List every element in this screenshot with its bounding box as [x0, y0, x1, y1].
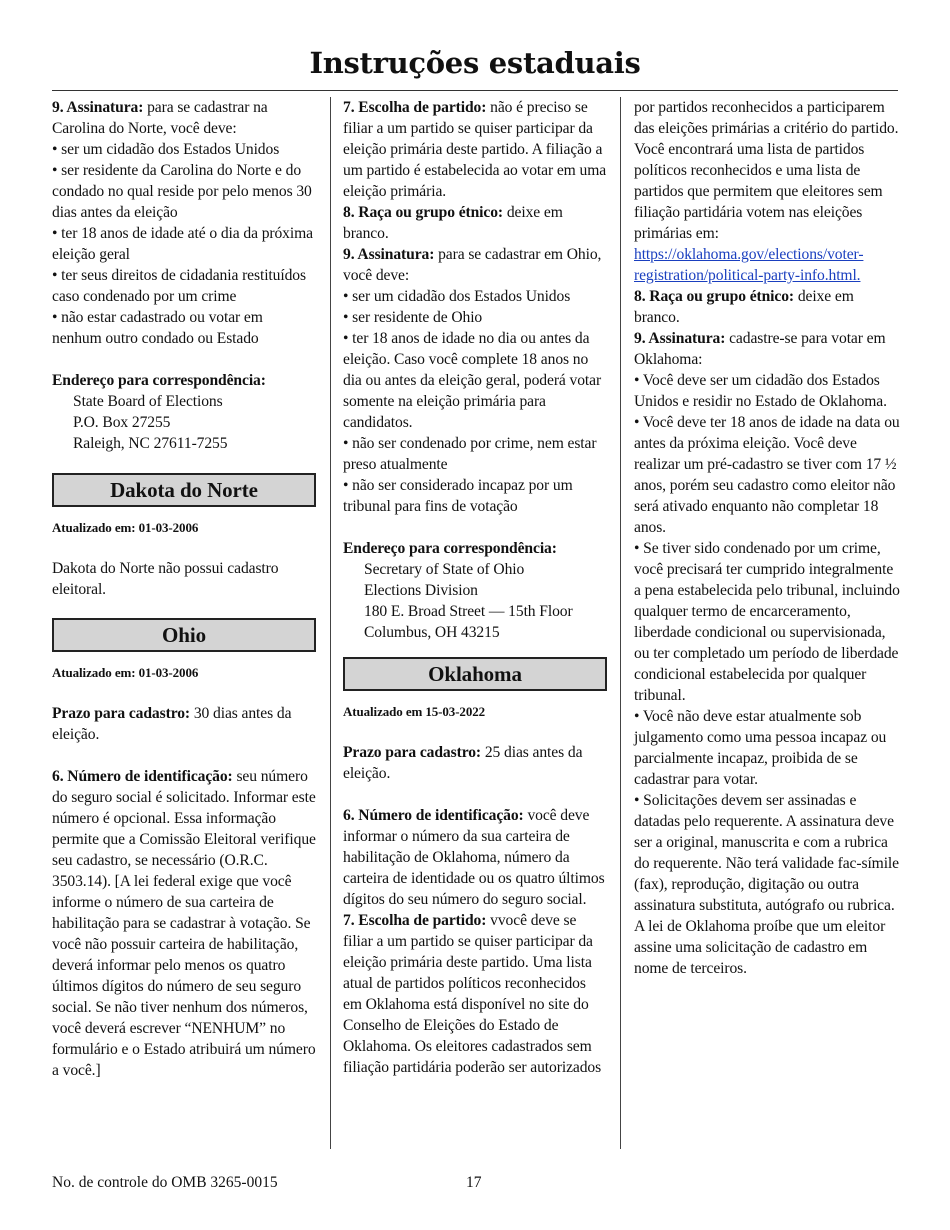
nc-mail-heading-text: Endereço para correspondência: — [52, 372, 266, 389]
ohio-party-heading: 7. Escolha de partido: — [343, 99, 487, 116]
column-divider — [620, 97, 621, 1149]
ohio-race-heading: 8. Raça ou grupo étnico: — [343, 204, 504, 221]
nc-mail-heading — [52, 370, 316, 391]
ohio-signature-heading: 9. Assinatura: — [343, 246, 435, 263]
ohio-mail-heading-text: Endereço para correspondência: — [343, 540, 557, 557]
nc-mail-line: State Board of Elections — [73, 393, 223, 410]
oklahoma-party-link-line — [634, 244, 902, 286]
column-divider — [330, 97, 331, 1149]
state-header-north-dakota: Dakota do Norte — [52, 473, 316, 507]
oklahoma-law-note: A lei de Oklahoma proíbe que um eleitor assine uma solicitação de cadastro em nome de terceiros. — [634, 918, 886, 977]
oklahoma-party-continued: por partidos reconhecidos a participarem das eleições primárias a critério do partido. Você encontrará uma lista de partidos políticos reconhecidos e uma lista de partidos que permitem que eleitores sem filiação partidária votem nas eleições primárias em: — [634, 99, 899, 242]
ohio-mail-heading — [343, 538, 607, 559]
oklahoma-bullet: • Você deve ter 18 anos de idade na data ou antes da próxima eleição. Você deve realizar um pré-cadastro se tiver com 17 ½ anos, porém seu cadastro como eleitor não será ativado enquanto não completar 18 anos. — [634, 414, 900, 536]
oklahoma-updated: Atualizado em 15-03-2022 — [343, 704, 486, 719]
ohio-bullet: • ter 18 anos de idade no dia ou antes da eleição. Caso você complete 18 anos no dia ou antes da eleição geral, poderá votar somente na eleição primária para candidatos. — [343, 330, 602, 431]
ohio-signature-text: para se cadastrar em Ohio, você deve: — [343, 246, 602, 284]
column-1 — [52, 97, 316, 1081]
nc-bullet: • não estar cadastrado ou votar em nenhum outro condado ou Estado — [52, 309, 263, 347]
ohio-bullet: • não ser condenado por crime, nem estar preso atualmente — [343, 435, 597, 473]
nc-bullet: • ter 18 anos de idade até o dia da próxima eleição geral — [52, 225, 313, 263]
ohio-deadline — [52, 703, 316, 745]
oklahoma-party-paragraph — [343, 910, 607, 1078]
column-2 — [343, 97, 607, 1078]
ohio-mail-line: Elections Division — [364, 582, 478, 599]
nc-signature-paragraph — [52, 97, 316, 139]
ohio-updated: Atualizado em: 01-03-2006 — [52, 665, 199, 680]
oklahoma-id-heading: 6. Número de identificação: — [343, 807, 524, 824]
page-number: 17 — [466, 1174, 482, 1191]
state-header-oklahoma: Oklahoma — [343, 657, 607, 691]
title-divider — [52, 90, 898, 91]
nd-updated: Atualizado em: 01-03-2006 — [52, 520, 199, 535]
oklahoma-deadline — [343, 742, 607, 784]
nc-signature-heading: 9. Assinatura: — [52, 99, 144, 116]
oklahoma-party-text: vvocê deve se filiar a um partido se quiser participar da eleição primária deste partido. Uma lista atual de partidos políticos reconhecidos em Oklahoma está disponível no site do Conselho de Eleições do Estado de Oklahoma. Os eleitores cadastrados sem filiação partidária poderão ser autorizados — [343, 912, 602, 1076]
oklahoma-bullet: • Solicitações devem ser assinadas e datadas pelo requerente. A assinatura deve ser a original, manuscrita e com a rubrica do requerente. Não terá validade fac-símile (fax), reprodução, digitação ou outra assinatura substituta, autógrafo ou rubrica. — [634, 792, 899, 914]
oklahoma-bullet: • Você não deve estar atualmente sob julgamento como uma pessoa incapaz ou parcialmente incapaz, proibida de se cadastrar para votar. — [634, 708, 887, 788]
ohio-mail-line: Columbus, OH 43215 — [364, 624, 500, 641]
ohio-mail-line: Secretary of State of Ohio — [364, 561, 525, 578]
ohio-id-paragraph — [52, 766, 316, 1081]
ohio-bullet: • não ser considerado incapaz por um tribunal para fins de votação — [343, 477, 573, 515]
oklahoma-party-heading: 7. Escolha de partido: — [343, 912, 487, 929]
oklahoma-bullet: • Se tiver sido condenado por um crime, você precisará ter cumprido integralmente a pena estabelecida pelo tribunal, incluindo qualquer termo de encarceramento, liberdade condicional ou supervisionada, ou ter completado um período de liberdade condicional estabelecida por qualquer tribunal. — [634, 540, 900, 704]
oklahoma-deadline-text: 25 dias antes da eleição. — [343, 744, 583, 782]
oklahoma-signature-paragraph — [634, 328, 902, 370]
oklahoma-signature-heading: 9. Assinatura: — [634, 330, 726, 347]
ohio-bullet: • ser residente de Ohio — [343, 309, 483, 326]
oklahoma-race-heading: 8. Raça ou grupo étnico: — [634, 288, 795, 305]
ohio-bullet: • ser um cidadão dos Estados Unidos — [343, 288, 571, 305]
ohio-party-paragraph — [343, 97, 607, 202]
ohio-deadline-text: 30 dias antes da eleição. — [52, 705, 292, 743]
oklahoma-signature-text: cadastre-se para votar em Oklahoma: — [634, 330, 886, 368]
ohio-race-paragraph — [343, 202, 607, 244]
ohio-mail-line: 180 E. Broad Street — 15th Floor — [364, 603, 573, 620]
page-title: Instruções estaduais — [309, 46, 641, 80]
ohio-id-text: seu número do seguro social é solicitado. Informar este número é opcional. Essa informação permite que a Comissão Eleitoral verifique seu cadastro, se necessário (O.R.C. 3503.14). [A lei federal exige que você informe o número de sua carteira de habilitação para se cadastrar à votação. Se você não possuir carteira de habilitação, deverá informar pelo menos os quatro últimos dígitos do número de seu seguro social. Se não tiver nenhum dos números, você deverá escrever “NENHUM” no formulário e o Estado atribuirá um número a você.] — [52, 768, 316, 1079]
nc-mail-line: Raleigh, NC 27611-7255 — [73, 435, 228, 452]
column-3 — [634, 97, 902, 979]
nc-mail-line: P.O. Box 27255 — [73, 414, 171, 431]
ohio-deadline-heading: Prazo para cadastro: — [52, 705, 191, 722]
nc-bullet: • ser residente da Carolina do Norte e do condado no qual reside por pelo menos 30 dias antes da eleição — [52, 162, 312, 221]
oklahoma-bullet: • Você deve ser um cidadão dos Estados Unidos e residir no Estado de Oklahoma. — [634, 372, 887, 410]
party-info-link[interactable]: https://oklahoma.gov/elections/voter-registration/political-party-info.html. — [634, 246, 864, 284]
ohio-race-text: deixe em branco. — [343, 204, 563, 242]
oklahoma-race-paragraph — [634, 286, 902, 328]
nd-text: Dakota do Norte não possui cadastro eleitoral. — [52, 560, 279, 598]
oklahoma-deadline-heading: Prazo para cadastro: — [343, 744, 482, 761]
nc-bullet: • ser um cidadão dos Estados Unidos — [52, 141, 280, 158]
state-header-ohio: Ohio — [52, 618, 316, 652]
ohio-signature-paragraph — [343, 244, 607, 286]
ohio-party-text: não é preciso se filiar a um partido se quiser participar da eleição primária deste partido. A filiação a um partido é estabelecida ao votar em uma eleição primária. — [343, 99, 607, 200]
omb-control-number: No. de controle do OMB 3265-0015 — [52, 1174, 278, 1191]
oklahoma-id-paragraph — [343, 805, 607, 910]
nc-bullet: • ter seus direitos de cidadania restituídos caso condenado por um crime — [52, 267, 306, 305]
ohio-id-heading: 6. Número de identificação: — [52, 768, 233, 785]
nc-signature-text: para se cadastrar na Carolina do Norte, você deve: — [52, 99, 268, 137]
oklahoma-race-text: deixe em branco. — [634, 288, 854, 326]
oklahoma-id-text: você deve informar o número da sua carteira de habilitação de Oklahoma, número da carteira de identidade ou os quatro últimos dígitos do seu número do seguro social. — [343, 807, 605, 908]
